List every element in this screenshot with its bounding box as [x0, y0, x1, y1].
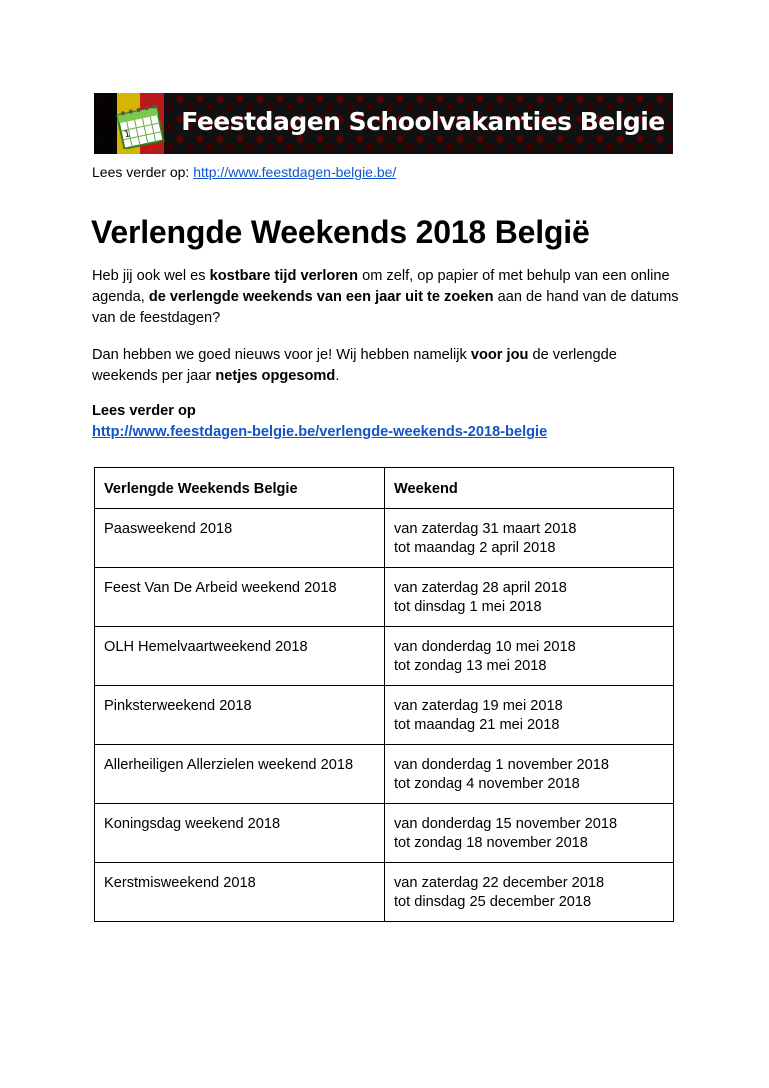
date-from: van donderdag 10 mei 2018: [394, 639, 576, 655]
page-title: Verlengde Weekends 2018 België: [91, 214, 590, 250]
column-header-name: Verlengde Weekends Belgie: [95, 468, 385, 509]
table-row: [95, 627, 674, 686]
weekend-name-cell: Koningsdag weekend 2018: [95, 804, 385, 863]
date-from: van zaterdag 19 mei 2018: [394, 698, 563, 714]
header-banner: [94, 93, 673, 154]
weekends-table: [94, 467, 674, 922]
weekend-dates-cell: [385, 627, 674, 686]
date-to: tot dinsdag 25 december 2018: [394, 894, 592, 910]
table-header-row: [95, 468, 674, 509]
read-more-label: Lees verder op: [92, 403, 196, 419]
calendar-number: 1: [123, 129, 132, 141]
weekend-name-cell: Pinksterweekend 2018: [95, 686, 385, 745]
read-more: [92, 401, 547, 443]
weekend-name-cell: Feest Van De Arbeid weekend 2018: [95, 568, 385, 627]
date-to: tot zondag 4 november 2018: [394, 776, 580, 792]
weekend-dates-cell: [385, 745, 674, 804]
weekend-name-cell: Paasweekend 2018: [95, 509, 385, 568]
date-to: tot maandag 2 april 2018: [394, 540, 556, 556]
date-from: van donderdag 15 november 2018: [394, 816, 618, 832]
weekend-name-cell: OLH Hemelvaartweekend 2018: [95, 627, 385, 686]
table-row: [95, 568, 674, 627]
source-line: [92, 164, 396, 180]
news-paragraph: Dan hebben we goed nieuws voor je! Wij hebben namelijk voor jou de verlengde weekends per jaar netjes opgesomd.: [92, 347, 617, 384]
weekend-dates-cell: [385, 686, 674, 745]
table-row: [95, 509, 674, 568]
intro-paragraph: Heb jij ook wel es kostbare tijd verloren om zelf, op papier of met behulp van een online agenda, de verlengde weekends van een jaar uit te zoeken aan de hand van de datums van de feestdagen?: [92, 268, 679, 326]
date-from: van zaterdag 22 december 2018: [394, 875, 605, 891]
date-from: van zaterdag 31 maart 2018: [394, 521, 577, 537]
date-to: tot dinsdag 1 mei 2018: [394, 599, 542, 615]
date-to: tot maandag 21 mei 2018: [394, 717, 560, 733]
date-from: van donderdag 1 november 2018: [394, 757, 610, 773]
date-to: tot zondag 13 mei 2018: [394, 658, 547, 674]
date-to: tot zondag 18 november 2018: [394, 835, 588, 851]
column-header-weekend: Weekend: [385, 468, 674, 509]
read-more-link[interactable]: http://www.feestdagen-belgie.be/verlengde-weekends-2018-belgie: [92, 424, 548, 440]
source-label: Lees verder op:: [92, 164, 190, 180]
source-link[interactable]: http://www.feestdagen-belgie.be/: [193, 164, 397, 180]
weekend-dates-cell: [385, 863, 674, 922]
weekend-dates-cell: [385, 568, 674, 627]
date-from: van zaterdag 28 april 2018: [394, 580, 567, 596]
table-row: [95, 686, 674, 745]
banner-title: Feestdagen Schoolvakanties Belgie: [181, 107, 665, 136]
weekend-name-cell: Kerstmisweekend 2018: [95, 863, 385, 922]
weekend-name-cell: Allerheiligen Allerzielen weekend 2018: [95, 745, 385, 804]
calendar-icon: [112, 103, 168, 149]
table-row: [95, 745, 674, 804]
weekend-dates-cell: [385, 804, 674, 863]
table-row: [95, 863, 674, 922]
table-row: [95, 804, 674, 863]
weekend-dates-cell: [385, 509, 674, 568]
